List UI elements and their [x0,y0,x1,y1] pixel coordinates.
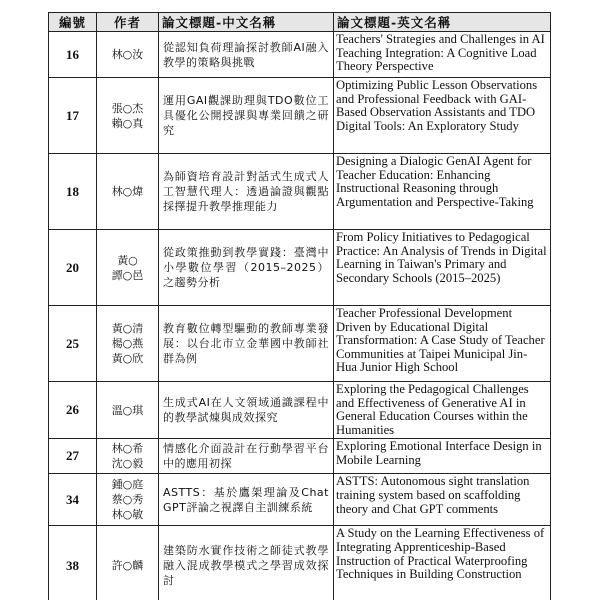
paper-authors [97,474,159,526]
author-name: 黃○ [117,253,138,267]
author-name: 譚○邑 [111,268,144,282]
table-row [49,439,551,474]
author-name: 沈○毅 [111,457,144,471]
paper-authors [97,526,159,600]
table-row [49,474,551,526]
paper-number: 18 [49,154,97,230]
english-title: From Policy Initiatives to Pedagogical Practice: An Analysis of Trends in Digital Learning in Taiwan's Primary and Secondary Schools (2015–2025) [334,230,551,306]
chinese-title: 情感化介面設計在行動學習平台中的應用初探 [159,439,334,474]
author-name: 鍾○庭 [111,478,144,492]
english-title: Exploring the Pedagogical Challenges and Effectiveness of Generative AI in General Education Courses within the Humanities [334,382,551,439]
table-row [49,382,551,439]
paper-number: 38 [49,526,97,600]
author-name: 賴○真 [111,116,144,130]
chinese-title: 生成式AI在人文領域通識課程中的教學試煉與成效探究 [159,382,334,439]
table-row [49,526,551,600]
author-name: 張○杰 [111,101,144,115]
paper-number: 25 [49,306,97,382]
paper-number: 17 [49,78,97,154]
chinese-title: ASTTS：基於鷹架理論及Chat GPT評論之視譯自主訓練系統 [159,474,334,526]
paper-authors [97,439,159,474]
paper-number: 26 [49,382,97,439]
paper-number: 27 [49,439,97,474]
table-row [49,154,551,230]
author-name: 溫○琪 [111,403,144,417]
paper-authors [97,382,159,439]
header-chinese-title: 論文標題-中文名稱 [159,13,334,32]
table-row [49,306,551,382]
paper-authors [97,154,159,230]
table-row [49,230,551,306]
header-author: 作者 [97,13,159,32]
chinese-title: 為師資培育設計對話式生成式人工智慧代理人：透過論證與觀點採擇提升教學推理能力 [159,154,334,230]
author-name: 黃○清 [111,322,144,335]
chinese-title: 教育數位轉型驅動的教師專業發展：以台北市立金華國中教師社群為例 [159,306,334,382]
paper-number: 34 [49,474,97,526]
english-title: Optimizing Public Lesson Observations and Professional Feedback with GAI-Based Observation Assistants and TDO Digital Tools: An Exploratory Study [334,78,551,154]
english-title: Exploring Emotional Interface Design in Mobile Learning [334,439,551,474]
paper-number: 20 [49,230,97,306]
author-name: 林○希 [111,442,144,456]
author-name: 林○敏 [111,508,144,522]
author-name: 黃○欣 [111,352,144,365]
chinese-title: 從政策推動到教學實踐：臺灣中小學數位學習（2015–2025）之趨勢分析 [159,230,334,306]
english-title: ASTTS: Autonomous sight translation training system based on scaffolding theory and Chat GPT comments [334,474,551,526]
english-title: Designing a Dialogic GenAI Agent for Teacher Education: Enhancing Instructional Reasoning through Argumentation and Perspective-Taking [334,154,551,230]
chinese-title: 建築防水實作技術之師徒式教學融入混成教學模式之學習成效探討 [159,526,334,600]
chinese-title: 運用GAI觀課助理與TDO數位工具優化公開授課與專業回饋之研究 [159,78,334,154]
header-number: 編號 [49,13,97,32]
paper-authors [97,306,159,382]
author-name: 楊○燕 [111,337,144,350]
table-row [49,78,551,154]
paper-authors [97,78,159,154]
english-title: A Study on the Learning Effectiveness of Integrating Apprenticeship-Based Instruction of Practical Waterproofing Techniques in Building Construction [334,526,551,600]
paper-number: 16 [49,32,97,78]
chinese-title: 從認知負荷理論探討教師AI融入教學的策略與挑戰 [159,32,334,78]
header-english-title: 論文標題-英文名稱 [334,13,551,32]
english-title: Teachers' Strategies and Challenges in AI Teaching Integration: A Cognitive Load Theory Perspective [334,32,551,78]
author-name: 許○麟 [111,559,144,573]
paper-authors [97,32,159,78]
author-name: 林○煒 [111,185,144,198]
table-header-row [49,13,551,32]
author-name: 林○汝 [111,48,144,61]
paper-authors [97,230,159,306]
author-name: 蔡○秀 [111,493,144,507]
table-row [49,32,551,78]
paper-list-table [48,12,551,600]
english-title: Teacher Professional Development Driven by Educational Digital Transformation: A Case Study of Teacher Communities at Taipei Municipal Jin-Hua Junior High School [334,306,551,382]
